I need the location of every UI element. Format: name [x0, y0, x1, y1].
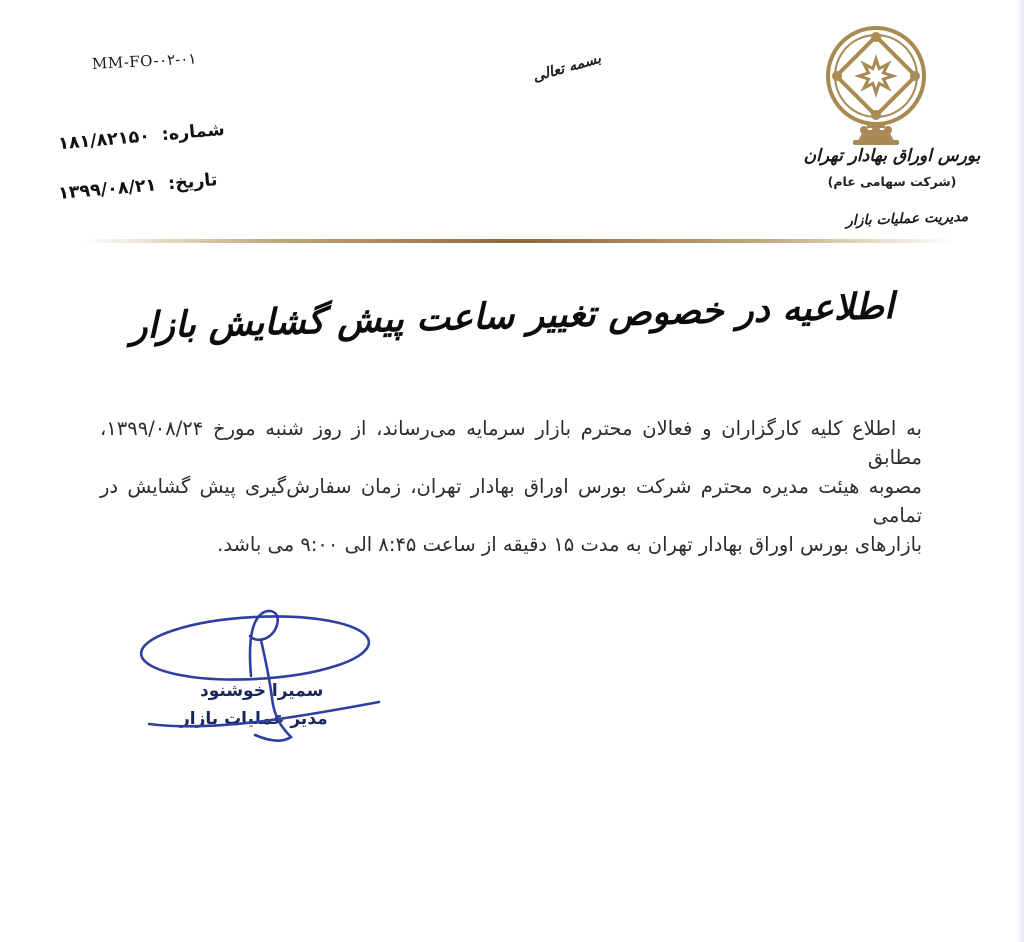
body-line: مصوبه هیئت مدیره محترم شرکت بورس اوراق بهادار تهران، زمان سفارش‌گیری پیش گشایش در تمامی	[100, 475, 922, 528]
department-label: مدیریت عملیات بازار	[845, 208, 969, 230]
org-name: بورس اوراق بهادار تهران	[803, 146, 981, 166]
number-value: ۱۸۱/۸۲۱۵۰	[57, 126, 151, 155]
signatory-name: سمیرا خوشنود	[200, 681, 324, 701]
gold-divider	[82, 239, 954, 243]
tse-emblem-icon	[820, 24, 932, 146]
scan-edge-shadow	[1016, 0, 1024, 942]
number-label: شماره:	[160, 119, 226, 146]
letter-title: اطلاعیه در خصوص تغییر ساعت پیش گشایش بازار	[129, 286, 895, 347]
signatory-title: مدیر عملیات بازار	[180, 709, 328, 729]
body-line: به اطلاع کلیه کارگزاران و فعالان محترم بازار سرمایه می‌رساند، از روز شنبه مورخ ۱۳۹۹/۰۸/۲۴، مطابق	[100, 417, 922, 470]
body-line: بازارهای بورس اوراق بهادار تهران به مدت ۱۵ دقیقه از ساعت ۸:۴۵ الی ۹:۰۰ می باشد.	[217, 533, 922, 556]
date-value: ۱۳۹۹/۰۸/۲۱	[57, 175, 158, 204]
letter-date-row	[57, 170, 218, 204]
org-subtitle: (شرکت سهامی عام)	[827, 174, 957, 189]
bismillah-text: بسمه تعالی	[531, 50, 603, 86]
date-label: تاریخ:	[167, 170, 219, 195]
letter-number-row	[57, 120, 225, 154]
org-block	[770, 146, 1014, 189]
form-code: MM-FO-۰۲-۰۱	[91, 49, 197, 73]
